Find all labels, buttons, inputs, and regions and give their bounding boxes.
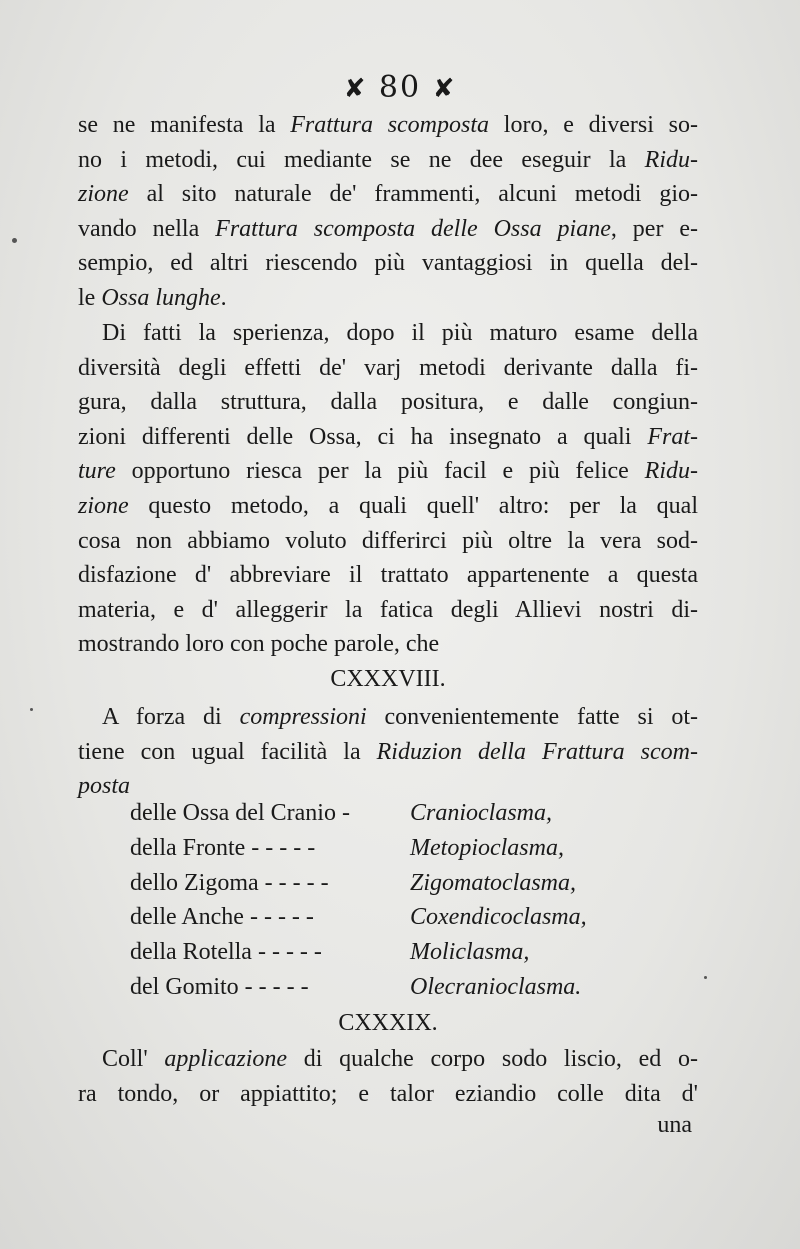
- text-run: cosa non abbiamo voluto differirci più oltre la vera sod-: [78, 527, 698, 554]
- italic-term: Ridu-: [644, 146, 698, 173]
- text-line: [78, 316, 698, 351]
- method-term: Moliclasma,: [410, 939, 530, 966]
- text-line: [78, 420, 698, 455]
- bone-label: dello Zigoma - - - - -: [130, 869, 329, 896]
- text-line: [78, 351, 698, 386]
- italic-term: compressioni: [239, 704, 367, 730]
- paragraph-3: [78, 700, 698, 804]
- text-line: [78, 385, 698, 420]
- method-term: Metopioclasma,: [410, 834, 564, 861]
- italic-term: Frat-: [647, 423, 698, 450]
- bone-label: delle Ossa del Cranio -: [130, 800, 350, 826]
- italic-term: posta: [78, 773, 131, 800]
- catchword: una: [657, 1112, 692, 1138]
- text-run: A forza di: [102, 704, 240, 730]
- text-run: convenientemente fatte si ot-: [366, 704, 699, 730]
- text-line: [78, 212, 698, 247]
- paragraph-4: [78, 1042, 698, 1111]
- text-line: [78, 700, 698, 735]
- text-run: diversità degli effetti de' varj metodi derivante dalla fi-: [78, 354, 698, 381]
- method-term: Coxendicoclasma,: [410, 904, 587, 931]
- text-line: [78, 454, 698, 489]
- text-line: [78, 489, 698, 524]
- text-line: [78, 735, 698, 770]
- text-line: [78, 524, 698, 559]
- bone-label: della Fronte - - - - -: [130, 834, 316, 861]
- italic-term: zione: [78, 181, 129, 208]
- paragraph-1: [78, 108, 698, 316]
- text-run: di qualche corpo sodo liscio, ed o-: [287, 1046, 698, 1072]
- bone-label: del Gomito - - - - -: [130, 973, 309, 1000]
- text-run: gura, dalla struttura, dalla positura, e dalle congiun-: [78, 389, 698, 416]
- text-run: Coll': [102, 1046, 165, 1072]
- text-run: questo metodo, a quali quell' altro: per la qual: [128, 492, 698, 519]
- text-run: .: [220, 284, 227, 311]
- text-line: [78, 558, 698, 593]
- list-item: [130, 831, 587, 866]
- method-term: Zigomatoclasma,: [410, 869, 577, 896]
- list-item: [130, 970, 587, 1005]
- list-item: [130, 796, 587, 831]
- text-run: loro, e diversi so-: [489, 112, 698, 138]
- text-line: [78, 627, 698, 662]
- list-item: [130, 935, 587, 970]
- text-run: no i metodi, cui mediante se ne dee eseguir la: [78, 146, 645, 173]
- italic-term: zione: [78, 492, 129, 519]
- text-line: [78, 281, 698, 316]
- italic-term: applicazione: [164, 1046, 288, 1072]
- ornament-right: ✘: [432, 74, 457, 104]
- text-run: Di fatti la sperienza, dopo il più maturo esame della: [102, 320, 698, 346]
- list-item: [130, 900, 587, 935]
- bone-label: della Rotella - - - - -: [130, 939, 322, 966]
- text-run: se ne manifesta la: [78, 112, 291, 138]
- method-term: Cranioclasma,: [410, 800, 553, 826]
- italic-term: Frattura scomposta: [290, 112, 490, 138]
- text-run: ra tondo, or appiattito; e talor eziandio colle dita d': [78, 1080, 698, 1107]
- text-run: disfazione d' abbreviare il trattato appartenente a questa: [78, 562, 698, 589]
- ink-speck: [704, 976, 707, 979]
- bone-label: delle Anche - - - - -: [130, 904, 314, 931]
- section-heading-cxxxix: CXXXIX.: [338, 1010, 438, 1036]
- text-run: materia, e d' alleggerir la fatica degli Allievi nostri di-: [78, 596, 698, 623]
- section-heading-cxxxviii: CXXXVIII.: [330, 666, 446, 692]
- text-run: mostrando loro con poche parole, che: [78, 631, 440, 658]
- page-header: [0, 70, 800, 105]
- list-item: [130, 866, 587, 901]
- text-run: tiene con ugual facilità la: [78, 738, 377, 765]
- text-line: [78, 143, 698, 178]
- text-run: le: [78, 284, 102, 311]
- fracture-term-list: [130, 796, 587, 1005]
- italic-term: Frattura scomposta delle Ossa piane: [215, 215, 611, 242]
- italic-term: Riduzion della Frattura scom-: [376, 738, 698, 765]
- text-run: vando nella: [78, 215, 216, 242]
- text-line: [78, 177, 698, 212]
- text-run: opportuno riesca per la più facil e più felice: [115, 458, 645, 485]
- text-line: [78, 1042, 698, 1077]
- italic-term: ture: [78, 458, 116, 485]
- ornament-left: ✘: [343, 74, 368, 104]
- text-line: [78, 593, 698, 628]
- page-number: 80: [378, 70, 422, 105]
- ink-speck: [30, 708, 33, 711]
- method-term: Olecranioclasma.: [410, 973, 582, 1000]
- text-run: , per e-: [610, 215, 699, 242]
- text-run: sempio, ed altri riescendo più vantaggiosi in quella del-: [78, 250, 698, 277]
- text-line: [78, 108, 698, 143]
- text-line: [78, 1077, 698, 1112]
- text-line: [78, 246, 698, 281]
- italic-term: Ridu-: [644, 458, 698, 485]
- ink-speck: [12, 238, 17, 243]
- paragraph-2: [78, 316, 698, 662]
- text-run: zioni differenti delle Ossa, ci ha insegnato a quali: [78, 423, 648, 450]
- text-run: al sito naturale de' frammenti, alcuni metodi gio-: [128, 181, 698, 208]
- italic-term: Ossa lunghe: [101, 284, 221, 311]
